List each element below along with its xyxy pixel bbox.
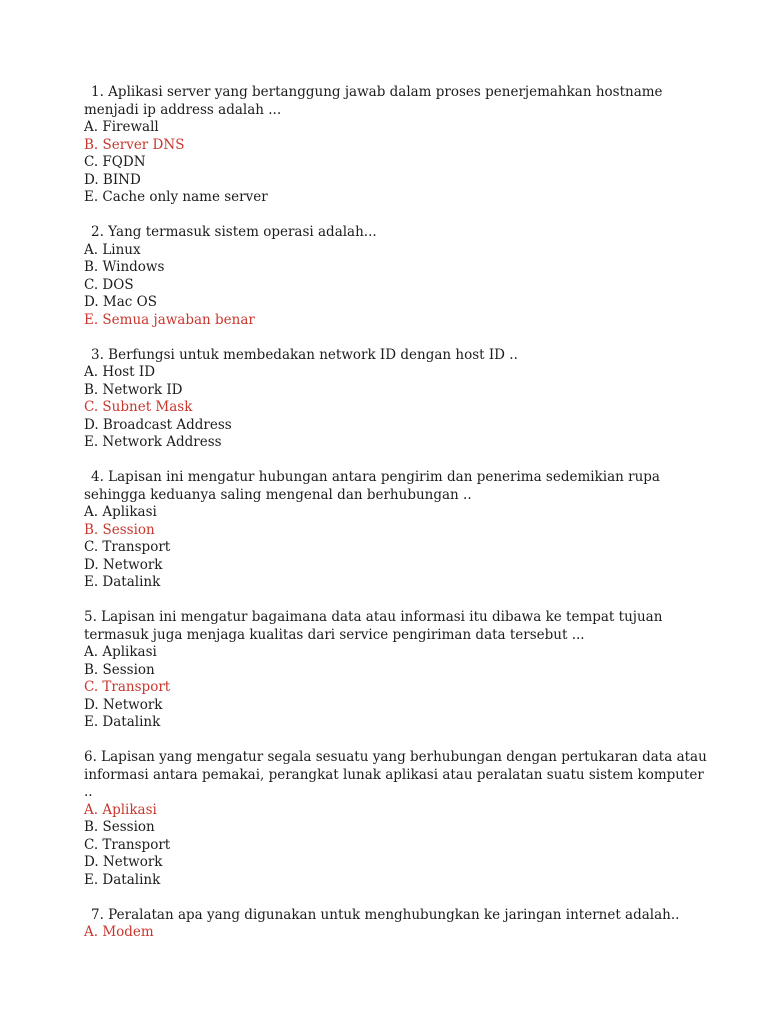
question-block: [84, 224, 728, 329]
answer-option-correct: B. Server DNS: [84, 136, 185, 153]
answer-option: A. Host ID: [84, 364, 156, 380]
answer-option: B. Session: [84, 819, 155, 835]
question-block: [84, 907, 728, 942]
answer-option: B. Session: [84, 661, 155, 678]
question-text: 3. Berfungsi untuk membedakan network ID dengan host ID ..: [91, 346, 518, 363]
question-block: [84, 609, 728, 732]
answer-option: D. BIND: [84, 171, 141, 188]
answer-option: B. Network ID: [84, 381, 183, 398]
answer-option: C. DOS: [84, 276, 134, 293]
question-text: 1. Aplikasi server yang bertanggung jawab dalam proses penerjemahkan hostname menjadi ip address adalah ...: [84, 84, 663, 118]
answer-option-correct: E. Semua jawaban benar: [84, 311, 255, 328]
answer-option: C. Transport: [84, 836, 171, 853]
answer-option: C. FQDN: [84, 154, 146, 170]
answer-option: A. Firewall: [84, 119, 159, 135]
answer-option-correct: B. Session: [84, 521, 155, 538]
question-list: [84, 84, 728, 942]
answer-option: D. Broadcast Address: [84, 416, 232, 433]
answer-option: D. Network: [84, 696, 163, 713]
question-text: 6. Lapisan yang mengatur segala sesuatu yang berhubungan dengan pertukaran data atau informasi antara pemakai, perangkat lunak aplikasi atau peralatan suatu sistem komputer ..: [84, 749, 707, 800]
question-text: 4. Lapisan ini mengatur hubungan antara pengirim dan penerima sedemikian rupa sehingga keduanya saling mengenal dan berhubungan ..: [84, 469, 660, 503]
question-text: 7. Peralatan apa yang digunakan untuk menghubungkan ke jaringan internet adalah..: [91, 906, 680, 923]
answer-option-correct: C. Transport: [84, 679, 171, 695]
answer-option: E. Cache only name server: [84, 189, 268, 205]
answer-option-correct: A. Modem: [84, 924, 154, 940]
answer-option: E. Datalink: [84, 871, 161, 888]
answer-option: C. Transport: [84, 539, 171, 555]
answer-option-correct: A. Aplikasi: [84, 801, 157, 818]
answer-option: E. Network Address: [84, 434, 222, 450]
answer-option: E. Datalink: [84, 574, 161, 590]
answer-option: A. Linux: [84, 241, 141, 258]
answer-option: D. Network: [84, 556, 163, 573]
answer-option: B. Windows: [84, 259, 165, 275]
question-text: 2. Yang termasuk sistem operasi adalah...: [91, 224, 377, 240]
answer-option: A. Aplikasi: [84, 504, 157, 520]
question-block: [84, 84, 728, 207]
question-block: [84, 469, 728, 592]
question-block: [84, 347, 728, 452]
answer-option: E. Datalink: [84, 714, 161, 730]
answer-option: D. Network: [84, 854, 163, 870]
question-text: 5. Lapisan ini mengatur bagaimana data atau informasi itu dibawa ke tempat tujuan termasuk juga menjaga kualitas dari service pengiriman data tersebut ...: [84, 609, 663, 643]
question-block: [84, 749, 728, 889]
answer-option: D. Mac OS: [84, 294, 157, 310]
answer-option: A. Aplikasi: [84, 644, 157, 660]
answer-option-correct: C. Subnet Mask: [84, 399, 193, 415]
